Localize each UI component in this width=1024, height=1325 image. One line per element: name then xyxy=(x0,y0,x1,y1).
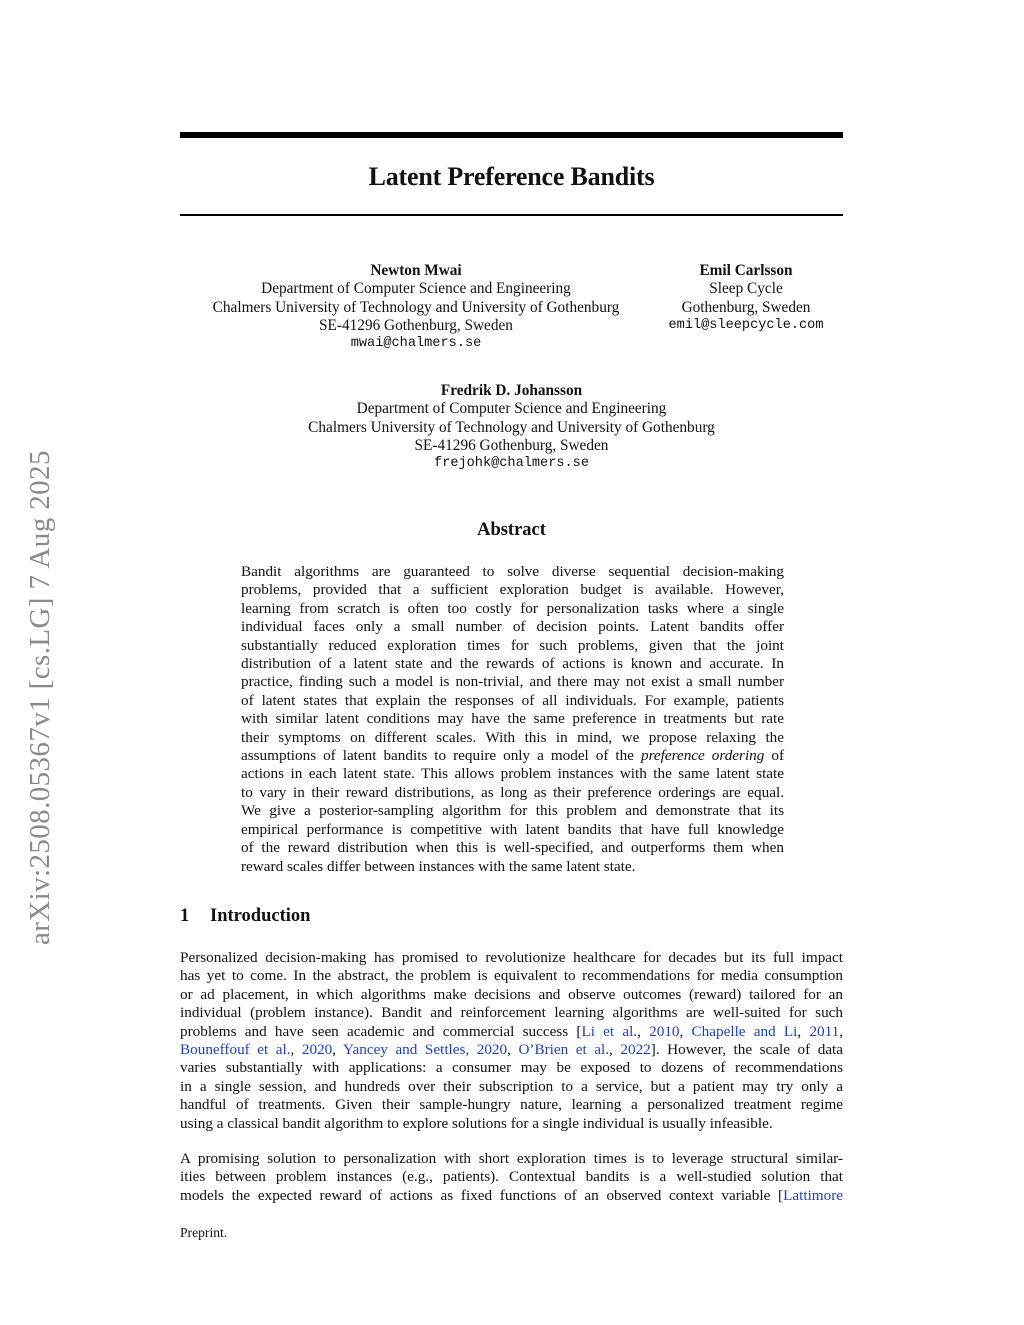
text-line: using a classical bandit algorithm to explore solutions for a single individual is usually infeasible. xyxy=(180,1114,773,1132)
abstract-line: practice, finding such a model is non-trivial, and there may not exist a small number xyxy=(241,673,784,691)
abstract-line: of latent states that explain the responses of all individuals. For example, patients xyxy=(241,691,784,709)
text-fragment: problems and have seen academic and commercial success [ xyxy=(180,1022,582,1040)
section-number: 1 xyxy=(180,906,190,926)
citation-year-link[interactable]: 2020 xyxy=(301,1041,333,1059)
text-line: varies substantially with applications: a consumer may be exposed to dozens of recommendations xyxy=(180,1059,843,1077)
text-line: problems and have seen academic and commercial success [Li et al., 2010, Chapelle and Li, 2011, xyxy=(180,1022,844,1040)
abstract-text: of xyxy=(771,747,785,765)
citation-link[interactable]: Yancey and Settles, 2020 xyxy=(343,1041,508,1059)
page-footer: Preprint. xyxy=(180,1225,228,1240)
author-affiliation: Sleep Cycle xyxy=(709,280,783,298)
text-line: ities between problem instances (e.g., patients). Contextual bandits is a well-studied solution that xyxy=(180,1168,843,1186)
citation-link[interactable]: O’Brien et al. xyxy=(518,1041,610,1059)
abstract-line: their symptoms on different scales. With this in mind, we propose relaxing the xyxy=(241,728,784,746)
abstract-line: We give a posterior-sampling algorithm for this problem and demonstrate that its xyxy=(241,802,784,820)
section-title: Introduction xyxy=(210,906,311,926)
citation-year-link[interactable]: 2010 xyxy=(649,1022,680,1040)
text-line: handful of treatments. Given their sample-hungry nature, learning a personalized treatment regime xyxy=(180,1096,843,1114)
citation-link[interactable]: Lattimore xyxy=(783,1186,843,1204)
author-name: Newton Mwai xyxy=(370,262,462,279)
author-email[interactable]: mwai@chalmers.se xyxy=(350,336,482,352)
text-fragment: models the expected reward of actions as fixed functions of an observed context variable [ xyxy=(180,1186,784,1204)
abstract-line: substantially reduced exploration times for such problems, given that the joint xyxy=(241,636,784,654)
author-block xyxy=(652,262,840,335)
author-name: Fredrik D. Johansson xyxy=(440,382,583,399)
abstract-line: distribution of a latent state and the rewards of actions is known and accurate. In xyxy=(241,655,784,673)
author-affiliation: Chalmers University of Technology and University of Gothenburg xyxy=(308,418,715,436)
abstract-body xyxy=(241,563,784,876)
abstract-heading: Abstract xyxy=(477,520,546,540)
abstract-line: learning from scratch is often too costly for personalization tasks where a single xyxy=(241,599,784,617)
author-address: Gothenburg, Sweden xyxy=(681,298,811,316)
author-affiliation: Department of Computer Science and Engineering xyxy=(356,400,667,418)
section-heading xyxy=(180,906,310,927)
text-line xyxy=(180,1187,843,1205)
abstract-line: actions in each latent state. This allows problem instances with the same latent state xyxy=(241,765,784,783)
abstract-emphasis: preference ordering xyxy=(640,747,765,765)
abstract-line: individual faces only a small number of decision points. Latent bandits offer xyxy=(241,618,784,636)
citation-link[interactable]: Bouneffouf et al. xyxy=(180,1041,291,1059)
author-name: Emil Carlsson xyxy=(699,262,793,279)
arxiv-identifier: arXiv:2508.05367v1 [cs.LG] 7 Aug 2025 xyxy=(24,450,56,945)
text-line: individual (problem instance). Bandit and reinforcement learning algorithms are well-suited for such xyxy=(180,1004,843,1022)
abstract-line: problems, provided that a sufficient exploration budget is available. However, xyxy=(241,581,784,599)
abstract-line xyxy=(241,747,784,765)
title-rule-bottom xyxy=(180,214,843,216)
author-affiliation: Department of Computer Science and Engineering xyxy=(261,280,571,298)
paper-title: Latent Preference Bandits xyxy=(368,162,655,191)
intro-paragraph xyxy=(180,949,843,1133)
author-address: SE-41296 Gothenburg, Sweden xyxy=(319,316,513,334)
text-line: Personalized decision-making has promised to revolutionize healthcare for decades but its full impact xyxy=(180,949,843,966)
text-line: or ad placement, in which algorithms make decisions and observe outcomes (reward) tailored for an xyxy=(180,985,843,1003)
abstract-line: reward scales differ between instances with the same latent state. xyxy=(241,857,636,875)
citation-link[interactable]: Chapelle and Li xyxy=(691,1022,798,1040)
text-line: in a single session, and hundreds over their subscription to a service, but a patient may try only a xyxy=(180,1077,843,1095)
author-block xyxy=(180,382,843,473)
abstract-line: of the reward distribution when this is well-specified, and outperforms them when xyxy=(241,839,784,857)
abstract-text: assumptions of latent bandits to require only a model of the xyxy=(241,747,634,765)
citation-link[interactable]: Li et al. xyxy=(581,1022,638,1040)
text-fragment: ]. However, the scale of data xyxy=(650,1041,844,1059)
abstract-line: Bandit algorithms are guaranteed to solve diverse sequential decision-making xyxy=(241,563,784,580)
author-email[interactable]: frejohk@chalmers.se xyxy=(434,456,589,472)
text-line: Bouneffouf et al., 2020, Yancey and Settles, 2020, O’Brien et al., 2022]. However, the scale of data xyxy=(180,1041,844,1059)
citation-year-link[interactable]: 2022 xyxy=(620,1041,651,1059)
abstract-line: to vary in their reward distributions, as long as their preference orderings are equal. xyxy=(241,783,784,801)
abstract-line: empirical performance is competitive with latent bandits that have full knowledge xyxy=(241,820,784,838)
author-email[interactable]: emil@sleepcycle.com xyxy=(668,317,824,333)
title-rule-top xyxy=(180,132,843,138)
text-line: A promising solution to personalization with short exploration times is to leverage structural similar- xyxy=(180,1150,843,1167)
author-affiliation: Chalmers University of Technology and University of Gothenburg xyxy=(212,298,620,316)
author-block xyxy=(180,262,652,353)
intro-paragraph xyxy=(180,1150,843,1205)
citation-year-link[interactable]: 2011 xyxy=(809,1022,840,1040)
text-line: has yet to come. In the abstract, the problem is equivalent to recommendations for media consumption xyxy=(180,967,843,985)
author-address: SE-41296 Gothenburg, Sweden xyxy=(414,436,609,454)
abstract-line: with similar latent conditions may have the same preference in treatments but rate xyxy=(241,710,784,728)
